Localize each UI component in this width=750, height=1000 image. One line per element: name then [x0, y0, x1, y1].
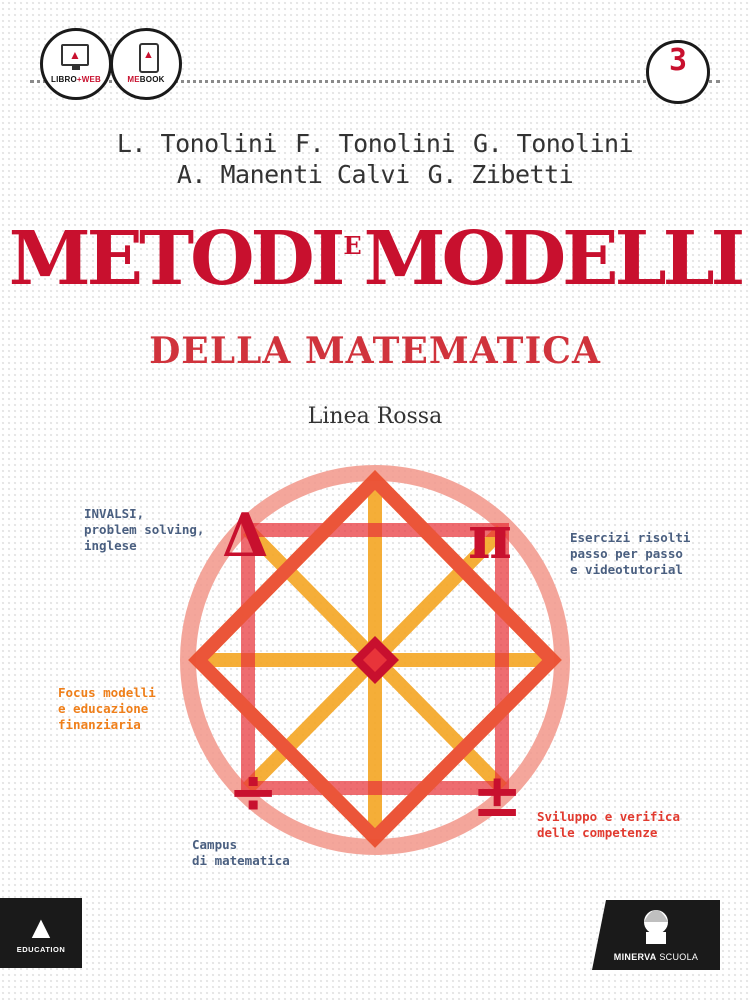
title-word-2: MODELLI: [363, 216, 742, 302]
feature-focus-modelli: Focus modelli e educazione finanziaria: [58, 685, 156, 732]
monitor-icon: [61, 44, 89, 66]
delta-symbol: Δ: [222, 501, 269, 571]
tablet-icon: [139, 43, 159, 73]
divide-symbol: ÷: [228, 757, 279, 827]
author: G. Zibetti: [427, 160, 574, 189]
minerva-scuola-logo: [592, 900, 720, 970]
education-publisher-logo: [0, 898, 82, 968]
pi-symbol: π: [468, 503, 512, 573]
book-title: [0, 216, 750, 302]
plus-minus-symbol: ±: [472, 761, 523, 831]
geometric-star-diagram: [160, 460, 590, 880]
volume-number: 3: [646, 40, 710, 104]
feature-invalsi: INVALSI, problem solving, inglese: [84, 506, 205, 553]
author: L. Tonolini: [116, 129, 277, 158]
mebook-label: MEBOOK: [127, 75, 165, 84]
education-label: EDUCATION: [16, 945, 66, 954]
a-logo-icon: ▲: [143, 49, 154, 61]
feature-campus: Campus di matematica: [192, 837, 290, 868]
title-word-1: METODI: [8, 216, 342, 302]
edition-line: Linea Rossa: [307, 404, 443, 429]
book-subtitle: DELLA MATEMATICA: [149, 330, 601, 372]
libro-web-label: LIBRO+WEB: [50, 75, 102, 84]
minerva-label: MINERVA SCUOLA: [613, 952, 699, 962]
author: G. Tonolini: [473, 129, 634, 158]
mebook-badge[interactable]: [110, 28, 182, 100]
monitor-stand: [72, 66, 80, 70]
feature-esercizi: Esercizi risolti passo per passo e videotutorial: [570, 530, 691, 577]
author: F. Tonolini: [294, 129, 456, 158]
author: A. Manenti Calvi: [176, 160, 410, 189]
title-connector: E: [343, 231, 362, 260]
authors-line-1: [0, 129, 750, 158]
mondadori-a-icon: ▲: [31, 912, 51, 941]
a-logo-icon: ▲: [69, 48, 81, 62]
libro-web-badge[interactable]: [40, 28, 112, 100]
feature-sviluppo: Sviluppo e verifica delle competenze: [537, 809, 680, 840]
authors-line-2: [0, 160, 750, 189]
